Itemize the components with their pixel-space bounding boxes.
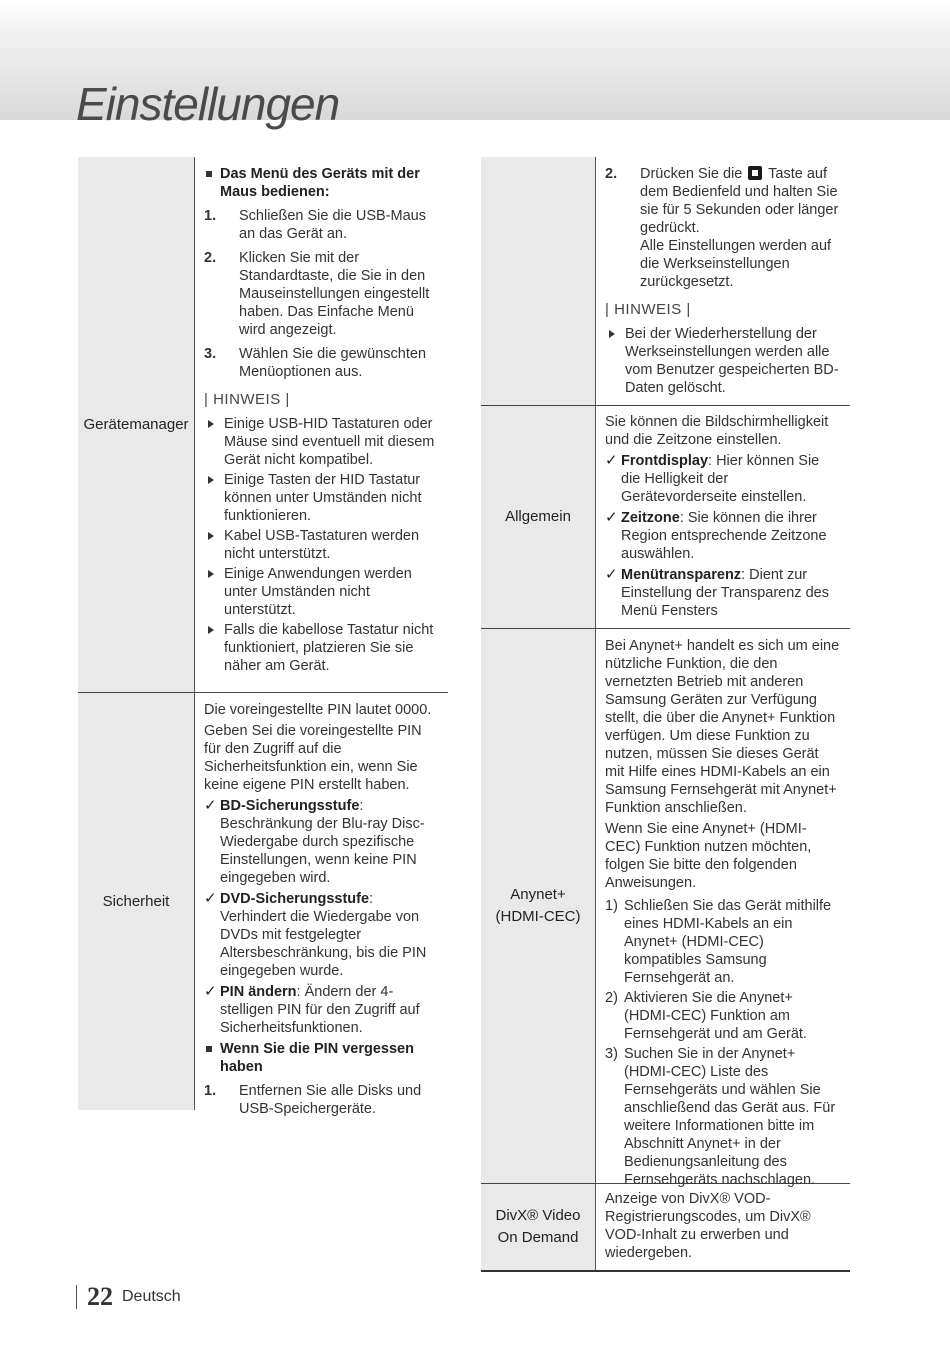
note-text: Falls die kabellose Tastatur nicht funktioniert, platzieren Sie sie näher am Gerät. (224, 622, 434, 674)
row-sicherheit (78, 693, 448, 1117)
list-item (204, 207, 436, 243)
option-text: : Beschränkung der Blu-ray Disc-Wiedergabe durch spezifische Einstellungen, wenn keine PIN eingegeben wird. (220, 798, 425, 886)
step-text-after: Taste auf dem Bedienfeld und halten Sie sie für 5 Sekunden oder länger gedrückt. (640, 166, 839, 236)
row-allgemein (481, 406, 850, 629)
label-geraetemanager: Gerätemanager (78, 157, 194, 692)
note-text: Einige Anwendungen werden unter Umständen nicht unterstützt. (224, 566, 412, 618)
step-text: Entfernen Sie alle Disks und USB-Speichergeräte. (239, 1083, 422, 1117)
step-number: 2. (204, 250, 217, 266)
note-text: Einige USB-HID Tastaturen oder Mäuse sind eventuell mit diesem Gerät nicht kompatibel. (224, 416, 435, 468)
step-number: 3) (605, 1046, 618, 1062)
list-item (204, 249, 436, 339)
step-number: 1. (204, 1083, 217, 1099)
list-item (605, 566, 840, 620)
mouse-heading: Das Menü des Geräts mit der Maus bedienen: (204, 165, 436, 201)
allgemein-options (605, 452, 840, 620)
footer-divider (76, 1285, 77, 1309)
page-footer (76, 1282, 181, 1312)
label-divx (481, 1184, 595, 1270)
row-anynet (481, 629, 850, 1188)
stop-button-icon (748, 166, 762, 180)
label-divx-line2: On Demand (497, 1229, 579, 1246)
step-text: Klicken Sie mit der Standardtaste, die Sie in den Mauseinstellungen eingestellt haben. Das Einfache Menü wird angezeigt. (239, 250, 430, 338)
checkmark-icon: ✓ (204, 797, 217, 814)
reset-steps (605, 165, 840, 291)
list-item (204, 621, 436, 675)
option-text: : Dient zur Einstellung der Transparenz des Menü Fensters (621, 567, 829, 619)
list-item (204, 565, 436, 619)
mouse-steps (204, 207, 436, 381)
step-text: Schließen Sie das Gerät mithilfe eines HDMI-Kabels an ein Anynet+ (HDMI-CEC) kompatibles Samsung Fernsehgerät an. (624, 898, 832, 986)
checkmark-icon: ✓ (605, 452, 618, 469)
step-result-text: Alle Einstellungen werden auf die Werkseinstellungen zurückgesetzt. (640, 238, 832, 290)
triangle-bullet-icon (208, 476, 214, 484)
content-allgemein (595, 406, 850, 628)
list-item (605, 165, 840, 291)
checkmark-icon: ✓ (605, 509, 618, 526)
option-term: Frontdisplay (621, 453, 709, 469)
list-item (204, 415, 436, 469)
label-reset-empty (481, 157, 595, 405)
checkmark-icon: ✓ (605, 566, 618, 583)
hinweis-notes (204, 415, 436, 675)
list-item (605, 1045, 840, 1189)
pin-info-text: Geben Sei die voreingestellte PIN für den Zugriff auf die Sicherheitsfunktion ein, wenn Sie keine eigene PIN erstellt haben. (204, 723, 422, 793)
left-settings-table (78, 157, 448, 1117)
triangle-bullet-icon (208, 626, 214, 634)
step-number: 3. (204, 346, 217, 362)
note-text: Bei der Wiederherstellung der Werkseinstellungen werden alle vom Benutzer gespeicherten BD-Daten gelöscht. (625, 326, 839, 396)
checkmark-icon: ✓ (204, 983, 217, 1000)
option-text: : Sie können die ihrer Region entsprechende Zeitzone auswählen. (621, 510, 827, 562)
list-item (204, 983, 436, 1037)
triangle-bullet-icon (609, 330, 615, 338)
row-divx (481, 1184, 850, 1272)
page-number: 22 (87, 1282, 113, 1311)
divx-description: Anzeige von DivX® VOD-Registrierungscodes, um DivX® VOD-Inhalt zu erwerben und wiedergeben. (605, 1191, 811, 1261)
hinweis-label: | HINWEIS | (605, 301, 691, 318)
option-term: BD-Sicherungsstufe (220, 798, 360, 814)
list-item (605, 325, 840, 397)
list-item (605, 509, 840, 563)
forgot-pin-steps (204, 1082, 436, 1118)
label-anynet-line1: Anynet+ (510, 886, 566, 903)
label-allgemein: Allgemein (481, 406, 595, 628)
allgemein-intro: Sie können die Bildschirmhelligkeit und die Zeitzone einstellen. (605, 414, 829, 448)
content-sicherheit (194, 693, 448, 1117)
list-item (605, 452, 840, 506)
security-options (204, 797, 436, 1037)
triangle-bullet-icon (208, 570, 214, 578)
row-geraetemanager (78, 157, 448, 693)
page-language: Deutsch (122, 1288, 181, 1305)
label-divx-line1: DivX® Video (495, 1207, 581, 1224)
list-item (204, 1082, 436, 1118)
option-term: DVD-Sicherungsstufe (220, 891, 370, 907)
triangle-bullet-icon (208, 420, 214, 428)
content-geraetemanager (194, 157, 448, 692)
content-divx (595, 1184, 850, 1270)
option-text: : Verhindert die Wiedergabe von DVDs mit festgelegter Altersbeschränkung, bis die PIN eingegeben wurde. (220, 891, 427, 979)
option-term: PIN ändern (220, 984, 297, 1000)
hinweis-notes (605, 325, 840, 397)
label-anynet-line2: (HDMI-CEC) (495, 908, 581, 925)
hinweis-label: | HINWEIS | (204, 391, 290, 408)
step-text: Suchen Sie in der Anynet+ (HDMI-CEC) Liste des Fernsehgeräts und wählen Sie anschließend das Gerät aus. Für weitere Informationen bitte im Abschnitt Anynet+ in der Bedienungsanleitung des Fernsehgeräts nachschlagen. (624, 1046, 836, 1188)
list-item (204, 471, 436, 525)
anynet-usage: Wenn Sie eine Anynet+ (HDMI-CEC) Funktion nutzen möchten, folgen Sie bitte den folgenden Anweisungen. (605, 821, 812, 891)
option-text: : Hier können Sie die Helligkeit der Gerätevorderseite einstellen. (621, 453, 820, 505)
anynet-steps (605, 897, 840, 1189)
default-pin-text: Die voreingestellte PIN lautet 0000. (204, 702, 432, 718)
label-sicherheit: Sicherheit (78, 693, 194, 1110)
list-item (204, 890, 436, 980)
row-reset (481, 157, 850, 406)
step-number: 2. (605, 166, 618, 182)
checkmark-icon: ✓ (204, 890, 217, 907)
note-text: Kabel USB-Tastaturen werden nicht unterstützt. (224, 528, 420, 562)
content-reset (595, 157, 850, 405)
list-item (605, 897, 840, 987)
triangle-bullet-icon (208, 532, 214, 540)
list-item (204, 797, 436, 887)
option-term: Zeitzone (621, 510, 680, 526)
label-anynet (481, 629, 595, 1183)
step-text: Wählen Sie die gewünschten Menüoptionen aus. (239, 346, 427, 380)
list-item (605, 989, 840, 1043)
option-text: : Ändern der 4-stelligen PIN für den Zugriff auf Sicherheitsfunktionen. (220, 984, 420, 1036)
step-text: Aktivieren Sie die Anynet+ (HDMI-CEC) Funktion am Fernsehgerät und am Gerät. (624, 990, 807, 1042)
step-number: 2) (605, 990, 618, 1006)
page-title: Einstellungen (76, 78, 340, 130)
content-anynet (595, 629, 850, 1188)
list-item (204, 345, 436, 381)
step-number: 1. (204, 208, 217, 224)
right-settings-table (481, 157, 850, 1271)
list-item (204, 527, 436, 563)
step-text-before: Drücken Sie die (640, 166, 743, 182)
option-term: Menütransparenz (621, 567, 742, 583)
anynet-description: Bei Anynet+ handelt es sich um eine nützliche Funktion, die den vernetzten Betrieb mit anderen Samsung Geräten zur Verfügung stellt, die über die Anynet+ Funktion verfügen. Um diese Funktion zu nutzen, müssen Sie dieses Gerät mit Hilfe eines HDMI-Kabels an ein Samsung Fernsehgerät mit Anynet+ Funktion anschließen. (605, 638, 840, 816)
forgot-pin-heading: Wenn Sie die PIN vergessen haben (204, 1040, 436, 1076)
step-number: 1) (605, 898, 618, 914)
step-text: Schließen Sie die USB-Maus an das Gerät an. (239, 208, 426, 242)
note-text: Einige Tasten der HID Tastatur können unter Umständen nicht funktionieren. (224, 472, 422, 524)
